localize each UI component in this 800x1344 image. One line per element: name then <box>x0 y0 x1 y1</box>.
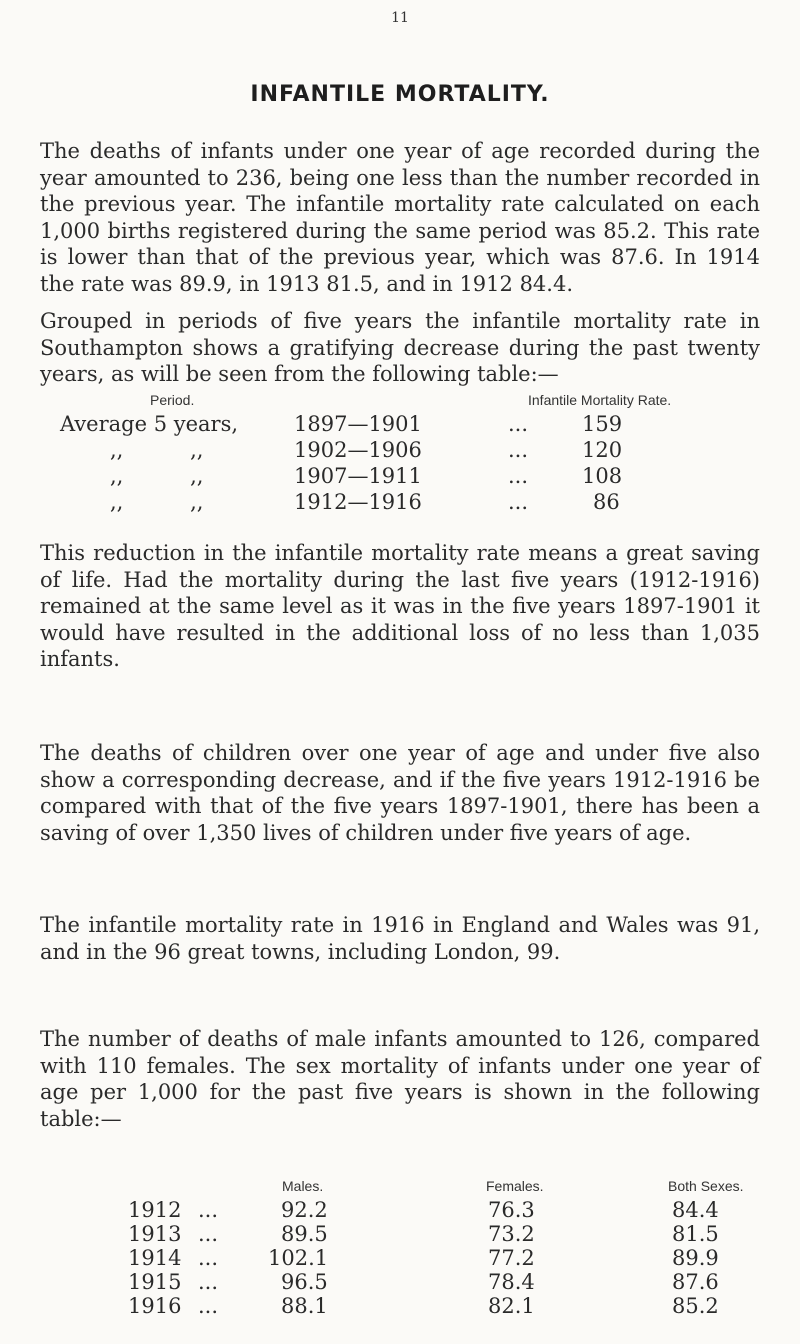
row-both: 81.5 <box>672 1222 719 1246</box>
row-females: 82.1 <box>488 1294 535 1318</box>
row-males: 89.5 <box>281 1222 328 1246</box>
row-period: 1902—1906 <box>294 438 422 462</box>
row-dots: ... <box>198 1198 219 1222</box>
row-females: 78.4 <box>488 1270 535 1294</box>
row-label: Average 5 years, <box>60 412 239 436</box>
row-period: 1912—1916 <box>294 490 422 514</box>
row-males: 102.1 <box>268 1246 329 1270</box>
table-row <box>40 490 760 516</box>
row-rate: 108 <box>582 464 623 488</box>
row-dots: ... <box>198 1222 219 1246</box>
period-column-header: Period. <box>150 392 195 408</box>
row-rate: 120 <box>582 438 623 462</box>
paragraph-grouped-periods: Grouped in periods of five years the infantile mortality rate in Southampton shows a gratifying decrease during the past twenty years, as will be seen from the following table:— <box>40 309 760 386</box>
row-year: 1915 <box>128 1270 182 1294</box>
row-year: 1916 <box>128 1294 182 1318</box>
row-females: 77.2 <box>488 1246 535 1270</box>
row-males: 88.1 <box>281 1294 328 1318</box>
table-row <box>40 1222 760 1248</box>
row-dots: ... <box>198 1294 219 1318</box>
table-row <box>40 1270 760 1296</box>
row-females: 76.3 <box>488 1198 535 1222</box>
row-period: 1907—1911 <box>294 464 422 488</box>
row-period: 1897—1901 <box>294 412 422 436</box>
row-rate: 159 <box>582 412 623 436</box>
paragraph-england-wales: The infantile mortality rate in 1916 in England and Wales was 91, and in the 96 great towns, including London, 99. <box>40 913 760 964</box>
page-number: 11 <box>391 10 409 26</box>
paragraph-sex-mortality: The number of deaths of male infants amounted to 126, compared with 110 females. The sex mortality of infants under one year of age per 1,000 for the past five years is shown in the following table:— <box>40 1027 760 1131</box>
table-row <box>40 438 760 464</box>
row-ditto: ,, ,, <box>110 490 204 514</box>
row-rate: 86 <box>593 490 620 514</box>
row-both: 89.9 <box>672 1246 719 1270</box>
row-dots: ... <box>508 438 529 462</box>
row-males: 92.2 <box>281 1198 328 1222</box>
row-females: 73.2 <box>488 1222 535 1246</box>
row-year: 1914 <box>128 1246 182 1270</box>
table-row <box>40 1294 760 1320</box>
row-both: 85.2 <box>672 1294 719 1318</box>
table-row <box>40 412 760 438</box>
row-dots: ... <box>198 1246 219 1270</box>
paragraph-reduction: This reduction in the infantile mortality rate means a great saving of life. Had the mortality during the last five years (1912-1916) remained at the same level as it was in the five years 1897-1901 it would have resulted in the additional loss of no less than 1,035 infants. <box>40 541 760 671</box>
row-dots: ... <box>508 490 529 514</box>
table-row <box>40 1246 760 1272</box>
row-males: 96.5 <box>281 1270 328 1294</box>
females-column-header: Females. <box>486 1178 544 1194</box>
row-ditto: ,, ,, <box>110 438 204 462</box>
row-dots: ... <box>508 464 529 488</box>
males-column-header: Males. <box>282 1178 324 1194</box>
paragraph-deaths-recorded: The deaths of infants under one year of age recorded during the year amounted to 236, being one less than the number recorded in the previous year. The infantile mortality rate calculated on each 1,000 births registered during the same period was 85.2. This rate is lower than that of the previous year, which was 87.6. In 1914 the rate was 89.9, in 1913 81.5, and in 1912 84.4. <box>40 139 760 296</box>
row-both: 87.6 <box>672 1270 719 1294</box>
both-sexes-column-header: Both Sexes. <box>668 1178 744 1194</box>
row-ditto: ,, ,, <box>110 464 204 488</box>
row-dots: ... <box>198 1270 219 1294</box>
page-title: INFANTILE MORTALITY. <box>250 82 550 107</box>
row-year: 1912 <box>128 1198 182 1222</box>
table-row <box>40 1198 760 1224</box>
row-dots: ... <box>508 412 529 436</box>
rate-column-header: Infantile Mortality Rate. <box>528 392 672 408</box>
row-year: 1913 <box>128 1222 182 1246</box>
table-row <box>40 464 760 490</box>
row-both: 84.4 <box>672 1198 719 1222</box>
paragraph-children-under-five: The deaths of children over one year of age and under five also show a corresponding decrease, and if the five years 1912-1916 be compared with that of the five years 1897-1901, there has been a saving of over 1,350 lives of children under five years of age. <box>40 741 760 845</box>
